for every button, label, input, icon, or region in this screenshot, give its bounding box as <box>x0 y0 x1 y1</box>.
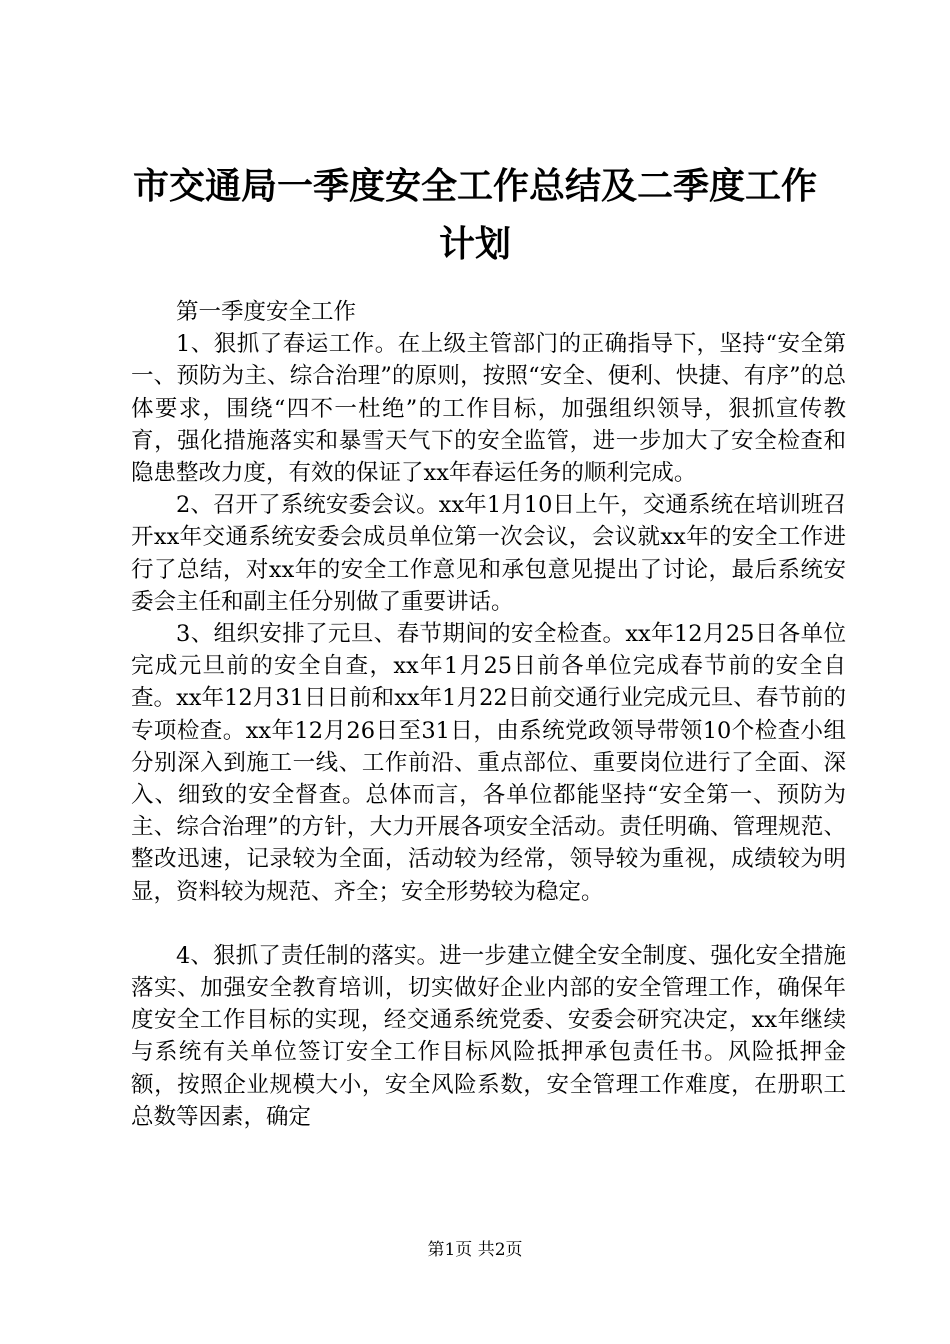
paragraph-4: 4、狠抓了责任制的落实。进一步建立健全安全制度、强化安全措施落实、加强安全教育培训，切实做好企业内部的安全管理工作，确保年度安全工作目标的实现，经交通系统党委、安委会研究决定，xx年继续与系统有关单位签订安全工作目标风险抵押承包责任书。风险抵押金额，按照企业规模大小，安全风险系数，安全管理工作难度，在册职工总数等因素，确定 <box>131 942 846 1130</box>
paragraph-2: 2、召开了系统安委会议。xx年1月10日上午，交通系统在培训班召开xx年交通系统安委会成员单位第一次会议，会议就xx年的安全工作进行了总结，对xx年的安全工作意见和承包意见提出了讨论，最后系统安委会主任和副主任分别做了重要讲话。 <box>131 492 846 615</box>
paragraph-3: 3、组织安排了元旦、春节期间的安全检查。xx年12月25日各单位完成元旦前的安全自查，xx年1月25日前各单位完成春节前的安全自查。xx年12月31日日前和xx年1月22日前交通行业完成元旦、春节前的专项检查。xx年12月26日至31日，由系统党政领导带领10个检查小组分别深入到施工一线、工作前沿、重点部位、重要岗位进行了全面、深入、细致的安全督查。总体而言，各单位都能坚持“安全第一、预防为主、综合治理”的方针，大力开展各项安全活动。责任明确、管理规范、整改迅速，记录较为全面，活动较为经常，领导较为重视，成绩较为明显，资料较为规范、齐全；安全形势较为稳定。 <box>131 621 846 905</box>
paragraph-1: 1、狠抓了春运工作。在上级主管部门的正确指导下，坚持“安全第一、预防为主、综合治理”的原则，按照“安全、便利、快捷、有序”的总体要求，围绕“四不一杜绝”的工作目标，加强组织领导，狠抓宣传教育，强化措施落实和暴雪天气下的安全监管，进一步加大了安全检查和隐患整改力度，有效的保证了xx年春运任务的顺利完成。 <box>131 331 846 487</box>
section-heading: 第一季度安全工作 <box>176 299 357 325</box>
page-footer: 第1页 共2页 <box>427 1240 523 1260</box>
document-title: 市交通局一季度安全工作总结及二季度工作计划 <box>132 166 817 265</box>
document-body <box>131 296 846 1133</box>
